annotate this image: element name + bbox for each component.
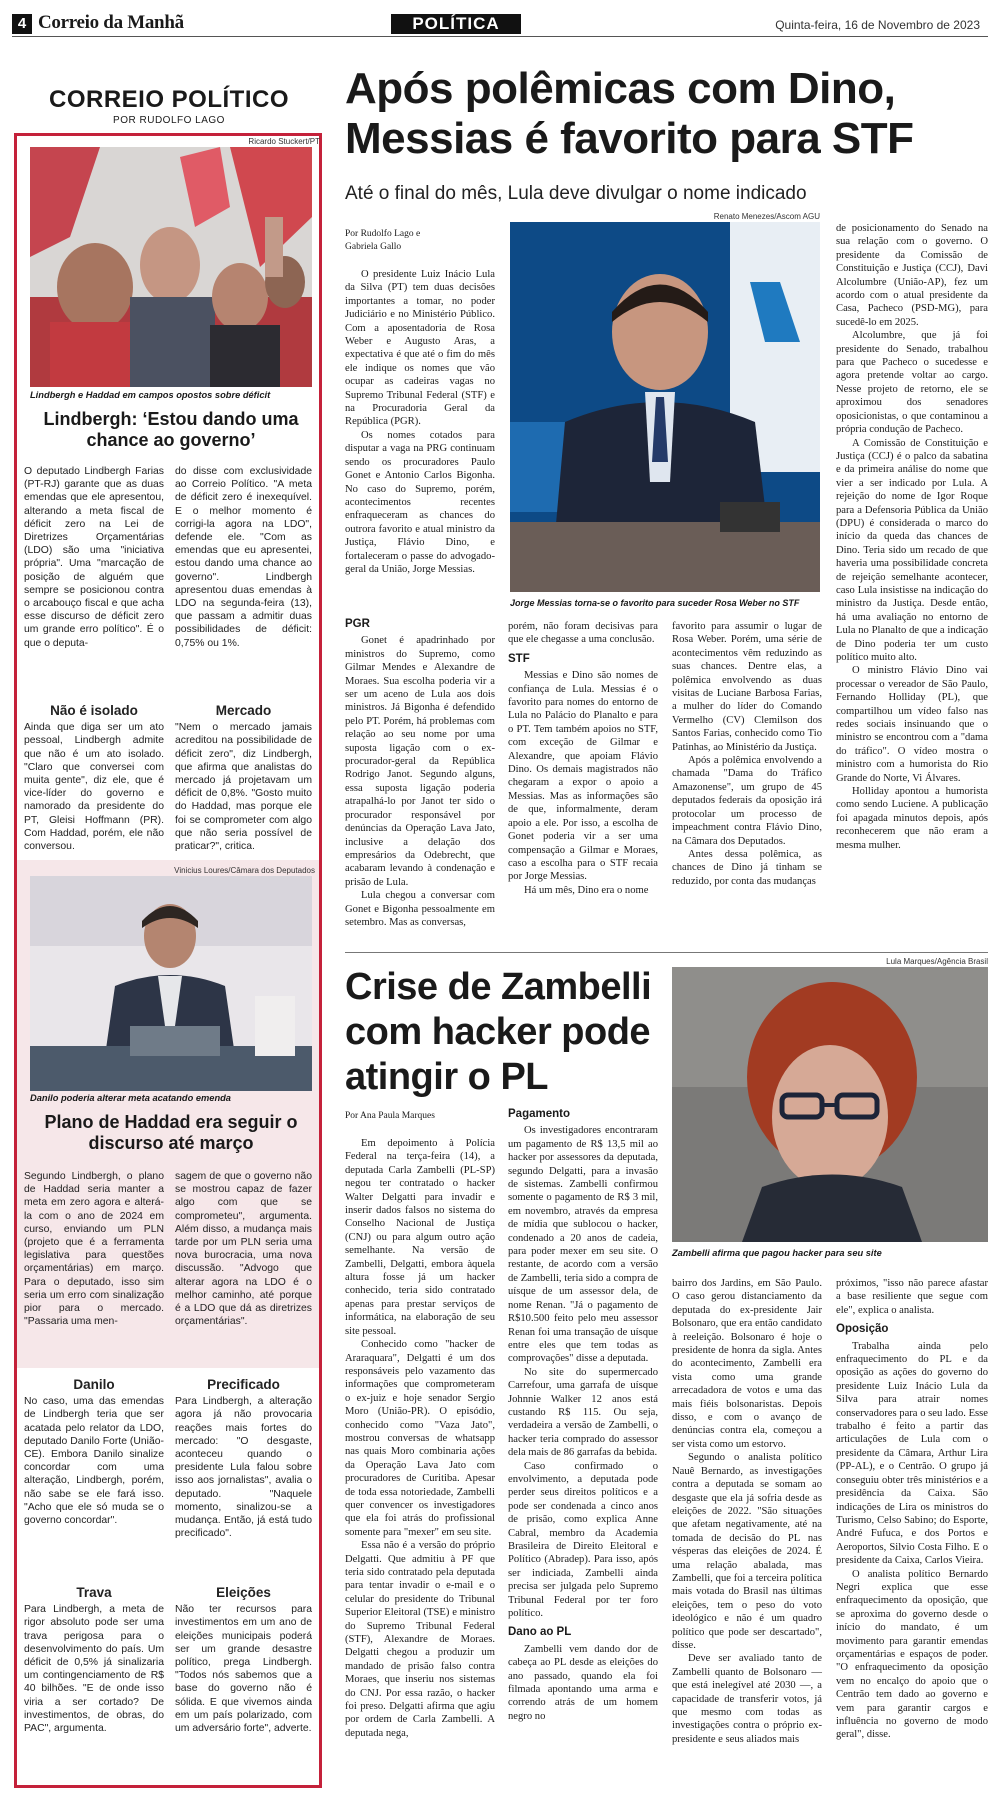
section-label: POLÍTICA xyxy=(391,14,521,34)
sidebar-trava: Trava Para Lindbergh, a meta de rigor absoluto pode ser uma trava perigosa para o desenvolvimento do país. Um déficit de 0,5% já sinalizaria um contingenciamento de R$ 40 bilhões. "E de onde isso viria a ser cortado? De investimentos, de obras, do PAC", argumenta. xyxy=(24,1585,164,1735)
subhead-danilo: Danilo xyxy=(73,1377,115,1392)
sidebar-headline-2: Plano de Haddad era seguir o discurso até março xyxy=(44,1112,298,1153)
header-rule xyxy=(12,36,988,37)
subhead-precificado: Precificado xyxy=(207,1377,280,1392)
photo-credit-2: Vinicius Loures/Câmara dos Deputados xyxy=(174,866,315,875)
article2-photo-caption: Zambelli afirma que pagou hacker para seu site xyxy=(672,1248,882,1258)
article2-col4: próximos, "isso não parece afastar a base resiliente que segue com ele", explica o analista. Oposição Trabalha ainda pelo enfraquecimento do PL e da oposição as ações do governo do presidente Luiz Inácio Lula da Silva para atrair nomes conservadores para o seu lado. Esse trabalho é feito a partir das articulações de Lula com o presidente da Câmara, Arthur Lira (PP-AL), e o Centrão. O grupo já conseguiu obter três ministérios e a presidência da Caixa. São indicações de Lira os ministros do Turismo, Celso Sabino; do Esporte, André Fufuca, e dos Portos e Aeroportos, Silvio Costa Filho. E o presidente da Caixa, Carlos Vieira. O analista político Bernardo Negri explica que esse enfraquecimento da oposição, que se aproxima do governo desde o início do mandato, é um movimento para garantir emendas orçamentárias e espaços de poder. "O enfraquecimento da oposição vem no encalço do apoio que o Centrão tem dado ao governo e vem para garantir cargos e influência no governo de modo geral", disse. xyxy=(836,1278,988,1741)
newspaper-name: Correio da Manhã xyxy=(38,12,184,33)
page-number: 4 xyxy=(12,14,32,34)
subhead-dano-ao-pl: Dano ao PL xyxy=(508,1626,572,1639)
sidebar-danilo: Danilo No caso, uma das emendas de Lindbergh teria que ser acatada pelo relator da LDO, deputado Danilo Forte (União-CE). Embora Danilo sinalize concordar com uma alteração, Lindbergh, porém, não sabe se ele fará isso. "Acho que ele só muda se o governo concordar". xyxy=(24,1377,164,1527)
sidebar-precificado: Precificado Para Lindbergh, a alteração agora já não provocaria reações mais fortes do mercado: "O desgaste, aconteceu quando o presidente Lula falou sobre isso aos jornalistas", avalia o deputado. "Naquele momento, sinalizou-se a mudança. Então, já está tudo precificado". xyxy=(175,1377,312,1540)
crowd-photo-illustration xyxy=(30,147,312,387)
subhead-stf: STF xyxy=(508,652,530,665)
article1-col-stf: porém, não foram decisivas para que ele chegasse a uma conclusão. STF Messias e Dino são nomes de confiança de Lula. Messias é o favorito para nomes do entorno de Lula no Palácio do Planalto e para o PT. Tem também apoios no STF, com exceção de Gilmar e Alexandre, que apoiam Flávio Dino. Os demais magistrados não chegaram a expor o apoio a Messias. Mas as informações são de que, informalmente, deram apoio a ele. Por isso, a escolha de Gonet poderia vir a ser uma compensação a Gilmar e Moraes, caso a escolha para o STF recaia por Jorge Messias. Há um mês, Dino era o nome xyxy=(508,621,658,896)
article1-photo-caption: Jorge Messias torna-se o favorito para suceder Rosa Weber no STF xyxy=(510,598,800,608)
photo-lindbergh-haddad xyxy=(30,147,312,387)
sidebar-headline-1: Lindbergh: ‘Estou dando uma chance ao governo’ xyxy=(43,409,299,450)
article2-col3: bairro dos Jardins, em São Paulo. O caso gerou distanciamento da deputada do ex-presidente Jair Bolsonaro, que era então candidato à reeleição. Bolsonaro é hoje o presidente de honra da sigla. Antes do acontecimento, Zambelli era vista como uma grande arrecadadora de votos e uma das mais fiéis bolsonaristas. Depois disso, e com o avanço de denúncias contra ela, começou a ser vista como um estorvo. Segundo o analista político Nauê Bernardo, as investigações contra a deputada se somam ao desgaste que ela já sofria desde as eleições de 2022. "São situações que afetam negativamente, até na tomada de decisão do PL nas vésperas das eleições de 2024. É uma relação abalada, mas Zambelli, que foi a terceira política mais votada do Brasil nas últimas eleições, tem o peso do voto ideológico e não é um quadro político que pode ser descartado", disse. Deve ser avaliado tanto de Zambelli quanto de Bolsonaro — que está inelegível até 2030 —, a capacidade de transferir votos, já que mesmo com todas as investigações contra o próprio ex-presidente e seus aliados mais xyxy=(672,1278,822,1745)
danilo-photo-illustration xyxy=(30,876,312,1091)
article1-headline: Após polêmicas com Dino, Messias é favorito para STF xyxy=(345,64,914,163)
article2-headline: Crise de Zambelli com hacker pode atingir o PL xyxy=(345,966,652,1098)
photo-caption: Lindbergh e Haddad em campos opostos sobre déficit xyxy=(30,390,271,400)
article2-photo-credit: Lula Marques/Agência Brasil xyxy=(886,957,988,966)
sidebar-body-1-left: O deputado Lindbergh Farias (PT-RJ) garante que as duas emendas que ele apresentou, alterando a meta fiscal de déficit zero na Lei de Diretrizes Orçamentárias (LDO) são uma "iniciativa própria". Uma "marcação de posição de alguém que sempre se posicionou contra o arcabouço fiscal e que acha esse discurso de déficit zero um grande erro político". É o que o deputa- xyxy=(24,466,164,649)
photo-credit: Ricardo Stuckert/PT xyxy=(248,137,320,146)
column-author: POR RUDOLFO LAGO xyxy=(113,115,225,126)
subhead-pagamento: Pagamento xyxy=(508,1108,570,1120)
article1-photo-credit: Renato Menezes/Ascom AGU xyxy=(713,212,820,221)
photo-jorge-messias xyxy=(510,222,820,592)
subhead-eleicoes: Eleições xyxy=(216,1585,271,1600)
column-title: CORREIO POLÍTICO xyxy=(48,86,289,113)
article1-col1: O presidente Luiz Inácio Lula da Silva (PT) tem duas decisões importantes a tomar, no poder Judiciário e no Ministério Público. Com a aposentadoria de Rosa Weber e Augusto Aras, a expectativa é que até o fim do mês ele indique os nomes que vão ocupar as cadeiras vagas no Supremo Tribunal Federal (STF) e na Procuradoria Geral da República (PGR). Os nomes cotados para disputar a vaga na PRG continuam sendo os procuradores Paulo Gonet e Antonio Carlos Bigonha. No caso do Supremo, porém, acontecimentos recentes enfraqueceram as chances do outrora favorito e atual ministro da Justiça, Flávio Dino, e fortaleceram o passe do advogado-geral da União, Jorge Messias. xyxy=(345,269,495,575)
article1-col5: de posicionamento do Senado na sua relação com o governo. O presidente da Comissão de Constituição e Justiça (CCJ), Davi Alcolumbre (União-AP), fez um acordo com o atual presidente da Casa, Pacheco (PSD-MG), para sucedê-lo em 2025. Alcolumbre, que já foi presidente do Senado, trabalhou para que Pacheco o sucedesse e agora pretende voltar ao cargo. Nesse projeto de retorno, ele se aproximou dos senadores oposicionistas, o que contaminou a própria condução de Pacheco. A Comissão de Constituição e Justiça (CCJ) é o palco da sabatina e da primeira análise do nome que vier a ser indicado por Lula. A rejeição do nome de Igor Roque para a Defensoria Pública da União (DPU) é considerada o marco do início da queda das chances de Dino. Teria sido um recado de que haveria uma possibilidade concreta de rejeição semelhante acontecer, caso Lula insistisse na indicação do ministro da Justiça. Desde então, há uma avaliação no entorno de Lula no Planalto de que a indicação de Dino poderia ter um custo político muito alto. O ministro Flávio Dino vai processar o vereador de São Paulo, Fernando Holliday (PL), que compartilhou um vídeo falso nas redes sociais insinuando que o ministro se encontrou com a "dama do tráfico". O vídeo mostra o ministro com a humorista do Rio Grande do Norte, Vi Álvares. Holliday apontou a humorista como sendo Luciene. A publicação foi apagada minutos depois, após reconhecerem que não eram a mesma mulher. xyxy=(836,223,988,851)
article1-byline: Por Rudolfo Lago e Gabriela Gallo xyxy=(345,229,421,252)
messias-photo-illustration xyxy=(510,222,820,592)
article1-col-pgr: PGR Gonet é apadrinhado por ministros do Supremo, como Gilmar Mendes e Alexandre de Moraes. Sua escolha poderia vir a ser um aceno de Lula aos dois ministros. Já Bigonha é defendido pelo PT. Porém, há problemas com relação ao seu nome por uma suposta ligação com o ex-procurador-geral da República Rodrigo Janot. Segundo alguns, essa suposta ligação poderia atrapalhá-lo por Janot ter sido o procurador responsável por denúncias da Operação Lava Jato, inclusive a delação dos empresários da Odebrecht, que acabaram levando à condenação e prisão de Lula. Lula chegou a conversar com Gonet e Bigonha pessoalmente em setembro. Mas as conversas, xyxy=(345,618,495,928)
article1-subhead: Até o final do mês, Lula deve divulgar o nome indicado xyxy=(345,183,807,204)
page-header xyxy=(0,0,1003,36)
article2-col2: Pagamento Os investigadores encontraram um pagamento de R$ 13,5 mil ao hacker por assessores da deputada, segundo Delgatti, para a invasão de sistemas. Zambelli confirmou somente o pagamento de R$ 3 mil, em novembro, através da empresa de mídia que sublocou o hacker, condenado a 20 anos de cadeia, para poder mexer em seu site. O restante, de acordo com a versão de Zambelli, teria sido a compra de uísque de um assessor dela, de nome Renan. "Já o pagamento de R$10.500 feito pelo meu assessor Renan foi uma transação de uísque entre eles que tem todas as comprovações" disse a deputada. No site do supermercado Carrefour, uma garrafa de uísque Johnnie Walker 12 anos está custando R$ 115. Ou seja, verdadeira a versão de Zambelli, o hacker teria comprado do assessor dela mais de 86 garrafas da bebida. Caso confirmado o envolvimento, a deputada pode perder seus direitos políticos e a pode ser condenada a cinco anos de prisão, como explica Anne Cabral, membro da Academia Brasileira de Direito Eleitoral e Político (Abradep). Para isso, após ser indiciada, Zambelli ainda precisa ser julgada pelo Supremo Tribunal Federal por ter foro político. Dano ao PL Zambelli vem dando dor de cabeça ao PL desde as eleições do ano passado, quando ela foi filmada apontando uma arma e correndo atrás de um homem negro no xyxy=(508,1108,658,1722)
photo-carla-zambelli xyxy=(672,967,988,1242)
photo-caption-2: Danilo poderia alterar meta acatando emenda xyxy=(30,1093,231,1103)
sidebar-body-2-right: sagem de que o governo não se mostrou capaz de fazer algo com que se comprometeu", argumenta. Além disso, a mudança mais tarde por um PLN seria uma nova burocracia, uma nova discussão. "Advogo que alterar agora na LDO é o melhor caminho, até porque é a LDO que dá as diretrizes orçamentárias". xyxy=(175,1171,312,1328)
zambelli-photo-illustration xyxy=(672,967,988,1242)
article2-byline: Por Ana Paula Marques xyxy=(345,1111,435,1121)
subhead-pgr: PGR xyxy=(345,618,370,630)
sidebar-body-2-left: Segundo Lindbergh, o plano de Haddad seria manter a meta em zero agora e alterá-la com o ano de 2024 em curso, enviando um PLN (projeto que é a ferramenta legislativa para questões orçamentárias) em março. Para o deputado, isso sim seria um erro com sinalização pior para o mercado. "Passaria uma men- xyxy=(24,1171,164,1328)
page-date: Quinta-feira, 16 de Novembro de 2023 xyxy=(775,18,980,32)
sidebar-mercado: Mercado "Nem o mercado jamais acreditou na possibilidade de déficit zero", diz Lindbergh, que afirma que analistas do mercado já projetavam um déficit de 0,8%. "Gosto muito do Haddad, mas porque ele foi se comprometer com algo que não seria possível de praticar?", critica. xyxy=(175,703,312,853)
subhead-nao-isolado: Não é isolado xyxy=(50,703,138,718)
subhead-oposicao: Oposição xyxy=(836,1323,889,1336)
subhead-mercado: Mercado xyxy=(215,703,272,718)
article1-col4: favorito para assumir o lugar de Rosa Weber. Porém, uma série de acontecimentos vêm reduzindo as suas chances. Dentre elas, a polêmica envolvendo as duas visitas de Luciane Barbosa Farias, a mulher do líder do Comando Vermelho (CV) Clemilson dos Santos Farias, conhecido como Tio Patinhas, ao Ministério da Justiça. Após a polêmica envolvendo a chamada "Dama do Tráfico Amazonense", um grupo de 45 deputados federais da oposição irá protocolar um processo de impeachment contra Flávio Dino, na Câmara dos Deputados. Antes dessa polêmica, as chances de Dino já tinham se reduzido, por conta das mudanças xyxy=(672,621,822,887)
article2-col1: Em depoimento à Polícia Federal na terça-feira (14), a deputada Carla Zambelli (PL-SP) negou ter contratado o hacker Walter Delgatti para invadir e inserir dados falsos no sistema do Conselho Nacional de Justiça (CNJ) ou para algum outro ação semelhante. Na versão de Zambelli, Delgatti, embora àquela altura fosse já um hacker conhecido, teria sido contratado apenas para prestar serviços de informática, na elaboração de seu site pessoal. Conhecido como "hacker de Araraquara", Delgatti é um dos responsáveis pelo vazamento das informações que comprometeram o ex-juiz e hoje senador Sergio Moro (União-PR). O episódio, conhecido como "Vaza Jato", mostrou conversas de whatsapp nas quais Moro combinaria ações da Operação Lava Jato com procuradores de Curitiba. Apesar de toda essa notoriedade, Zambelli quer convencer os investigadores que ela foi atrás do profissional somente para "mexer" em seu site. Essa não é a versão do próprio Delgatti. Que admitiu à PF que teria sido contratado pela deputada para tentar invadir o e-mail e o celular do presidente do Tribunal Superior Eleitoral (TSE) e ministro do Supremo Tribunal Federal (STF), Alexandre de Moraes. Delgatti chegou a produzir um mandado de prisão falso contra Moraes, que inseriu nos sistemas do CNJ. Por essa razão, o hacker foi preso. Delgatti afirma que agiu por ordem de Carla Zambelli. A deputada nega, xyxy=(345,1138,495,1739)
sidebar-eleicoes: Eleições Não ter recursos para investimentos em um ano de eleições municipais poderá ser um grande desastre político, prega Lindbergh. "Todos nós sabemos que a base do governo não é sólida. E que vivemos ainda em um país polarizado, com um adversário forte", adverte. xyxy=(175,1585,312,1735)
article-divider xyxy=(345,952,988,953)
sidebar-nao-isolado: Não é isolado Ainda que diga ser um ato pessoal, Lindbergh admite que não é um ato isolado. "Claro que conversei com muita gente", diz ele, que é vice-líder do governo e namorado da presidente do PT, Gleisi Hoffmann (PR). Com Haddad, porém, ele não conversou. xyxy=(24,703,164,853)
sidebar-body-1-right: do disse com exclusividade ao Correio Político. "A meta de déficit zero é inexequível. E o melhor momento é corrigi-la agora na LDO", defende ele. "Com as emendas que eu apresentei, estou dando uma chance ao governo". Lindbergh apresentou duas emendas à LDO na segunda-feira (13), que passam a admitir duas possibilidades de déficit: 0,75% ou 1%. xyxy=(175,466,312,649)
subhead-trava: Trava xyxy=(76,1585,112,1600)
photo-danilo xyxy=(30,876,312,1091)
